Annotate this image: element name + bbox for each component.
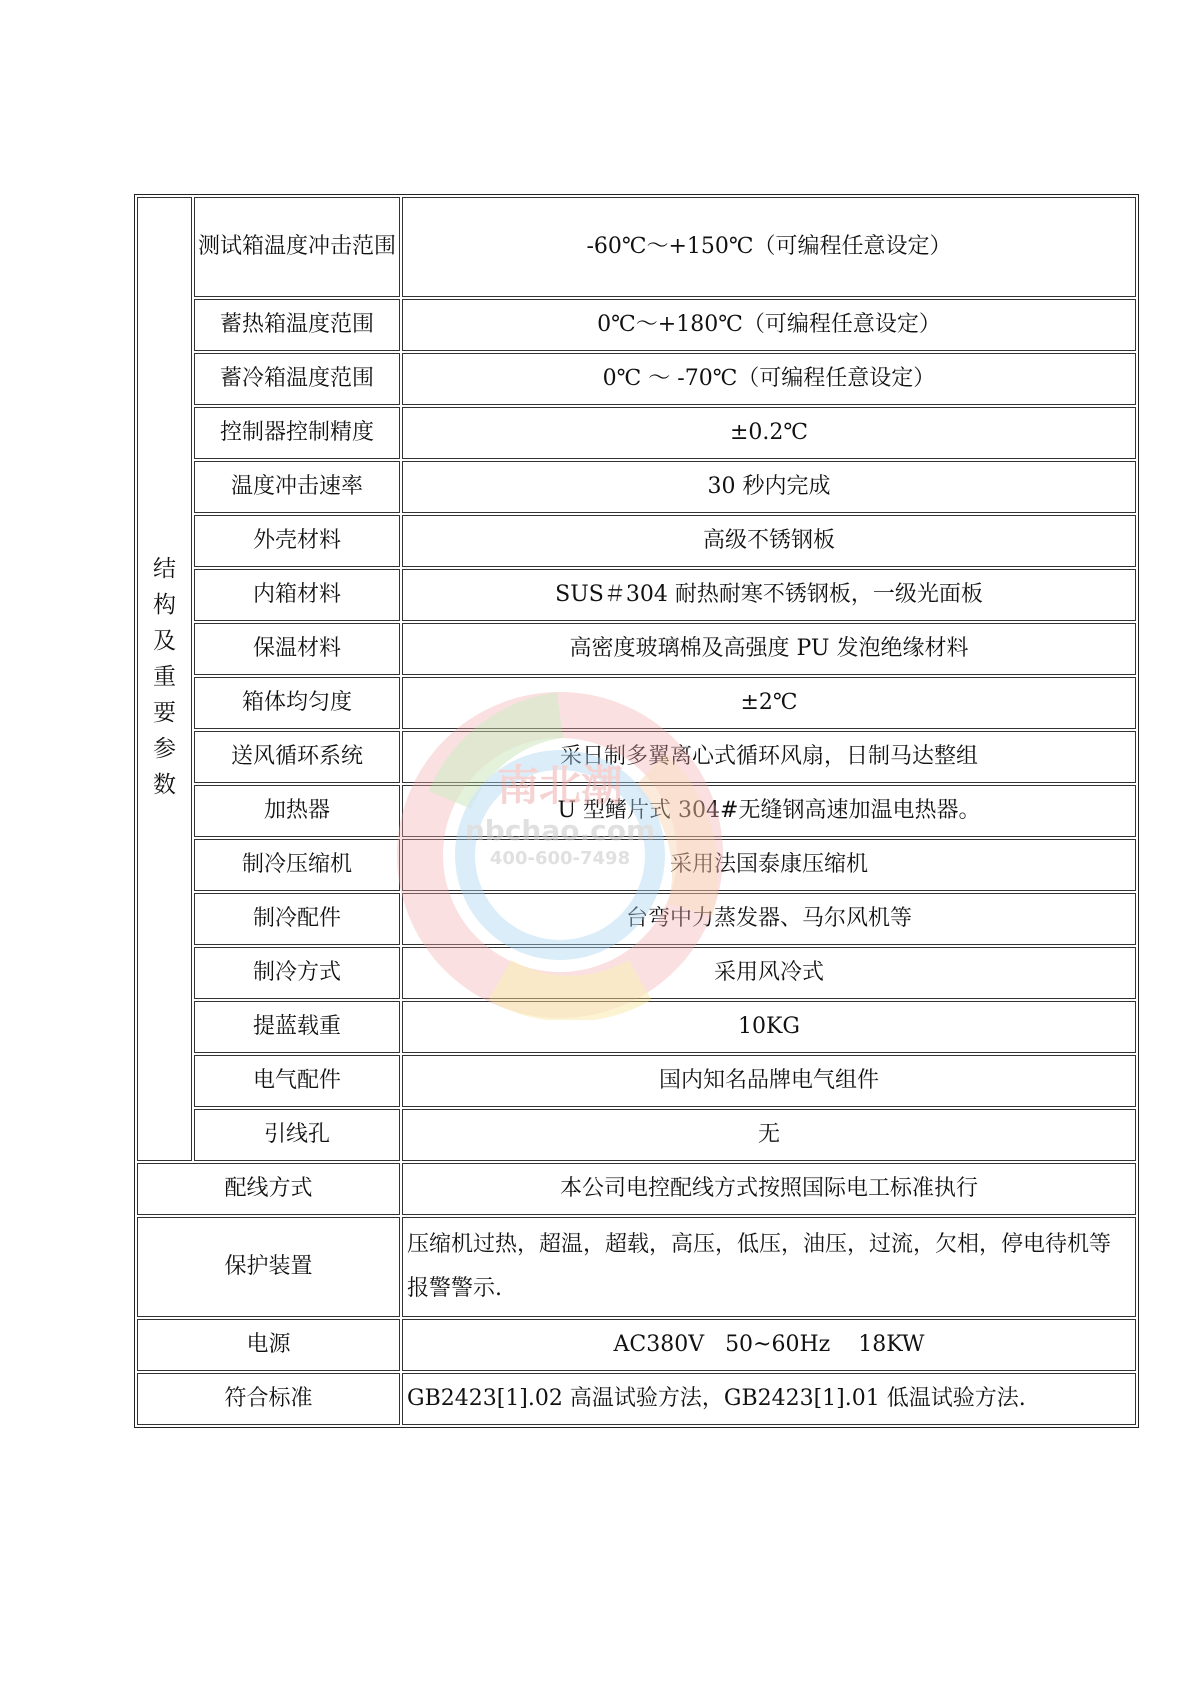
table-row: [137, 515, 1136, 567]
param-name: 引线孔: [194, 1109, 400, 1161]
param-name: 电源: [137, 1319, 400, 1371]
param-value: -60℃～+150℃（可编程任意设定）: [402, 197, 1136, 297]
param-name: 制冷配件: [194, 893, 400, 945]
param-value: GB2423[1].02 高温试验方法，GB2423[1].01 低温试验方法.: [402, 1373, 1136, 1425]
table-row: [137, 947, 1136, 999]
param-name: 保温材料: [194, 623, 400, 675]
param-name: 蓄热箱温度范围: [194, 299, 400, 351]
param-value: SUS＃304 耐热耐寒不锈钢板，一级光面板: [402, 569, 1136, 621]
param-name: 加热器: [194, 785, 400, 837]
table-row: [137, 785, 1136, 837]
param-name: 符合标准: [137, 1373, 400, 1425]
table-row: [137, 299, 1136, 351]
param-name: 外壳材料: [194, 515, 400, 567]
table-row: [137, 839, 1136, 891]
param-value: ±2℃: [402, 677, 1136, 729]
table-row: [137, 1001, 1136, 1053]
watermark-site: nbchao.com: [464, 814, 656, 847]
param-value: 台弯中力蒸发器、马尔风机等: [402, 893, 1136, 945]
param-value: AC380V 50~60Hz 18KW: [402, 1319, 1136, 1371]
table-row: [137, 1163, 1136, 1215]
spec-table: [134, 194, 1139, 1428]
param-name: 制冷方式: [194, 947, 400, 999]
param-name: 内箱材料: [194, 569, 400, 621]
table-row: [137, 1055, 1136, 1107]
param-name: 蓄冷箱温度范围: [194, 353, 400, 405]
param-name: 制冷压缩机: [194, 839, 400, 891]
watermark-phone: 400-600-7498: [489, 848, 631, 869]
table-row: [137, 1217, 1136, 1317]
table-row: [137, 1373, 1136, 1425]
table-row: [137, 1319, 1136, 1371]
param-name: 温度冲击速率: [194, 461, 400, 513]
param-name: 电气配件: [194, 1055, 400, 1107]
watermark-brand: 南北潮: [496, 761, 624, 810]
param-value: 高级不锈钢板: [402, 515, 1136, 567]
param-value: 0℃ ～ -70℃（可编程任意设定）: [402, 353, 1136, 405]
table-row: [137, 197, 1136, 297]
param-name: 控制器控制精度: [194, 407, 400, 459]
table-row: [137, 677, 1136, 729]
param-name: 提蓝载重: [194, 1001, 400, 1053]
group-label: 结构及重要参数: [153, 555, 176, 798]
param-value: 30 秒内完成: [402, 461, 1136, 513]
table-row: [137, 569, 1136, 621]
param-value: 无: [402, 1109, 1136, 1161]
table-row: [137, 1109, 1136, 1161]
param-value: 压缩机过热，超温，超载，高压，低压，油压，过流，欠相，停电待机等报警警示.: [402, 1217, 1136, 1317]
param-value: 国内知名品牌电气组件: [402, 1055, 1136, 1107]
param-name: 测试箱温度冲击范围: [194, 197, 400, 297]
param-value: 采日制多翼离心式循环风扇，日制马达整组: [402, 731, 1136, 783]
param-value: 10KG: [402, 1001, 1136, 1053]
param-name: 保护装置: [137, 1217, 400, 1317]
param-name: 送风循环系统: [194, 731, 400, 783]
param-name: 箱体均匀度: [194, 677, 400, 729]
param-value: 0℃～+180℃（可编程任意设定）: [402, 299, 1136, 351]
table-row: [137, 353, 1136, 405]
param-value: 本公司电控配线方式按照国际电工标准执行: [402, 1163, 1136, 1215]
table-row: [137, 731, 1136, 783]
table-row: [137, 461, 1136, 513]
param-value: 高密度玻璃棉及高强度 PU 发泡绝缘材料: [402, 623, 1136, 675]
param-value: 采用风冷式: [402, 947, 1136, 999]
table-row: [137, 623, 1136, 675]
param-name: 配线方式: [137, 1163, 400, 1215]
param-value: 采用法国泰康压缩机: [402, 839, 1136, 891]
group-label-cell: [137, 197, 192, 1161]
table-row: [137, 407, 1136, 459]
param-value: U 型鳍片式 304#无缝钢高速加温电热器。: [402, 785, 1136, 837]
param-value: ±0.2℃: [402, 407, 1136, 459]
table-row: [137, 893, 1136, 945]
